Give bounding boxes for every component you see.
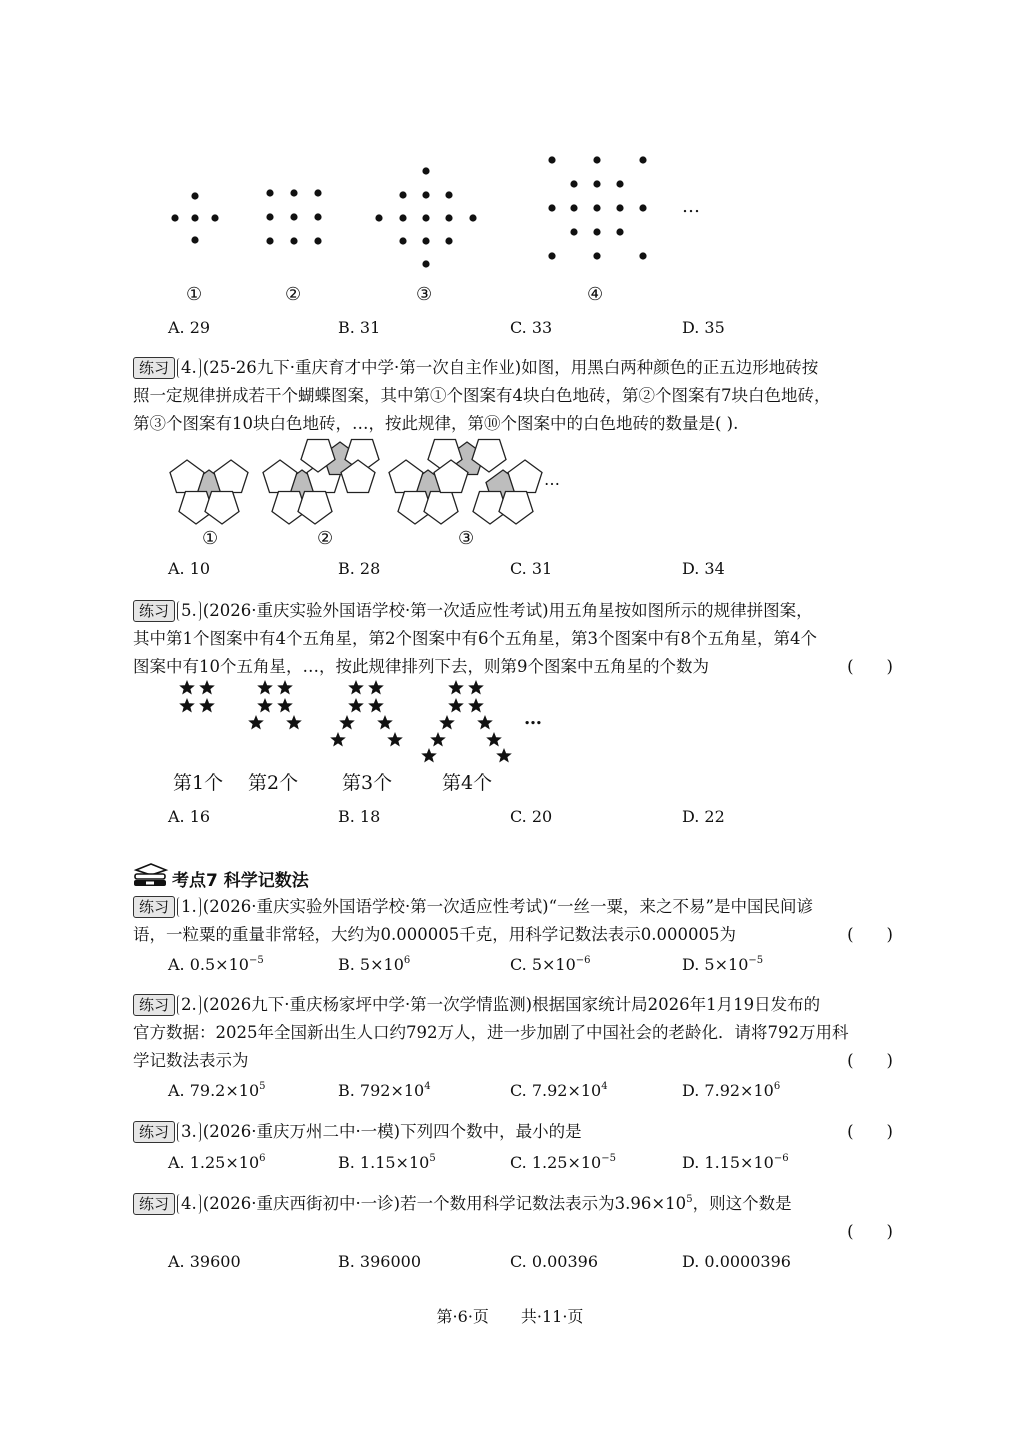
dot bbox=[314, 237, 321, 244]
option-b[interactable]: B. $1.15\times 10^5$ bbox=[338, 1153, 436, 1172]
dot bbox=[422, 167, 429, 174]
option-b[interactable]: B. 28 bbox=[338, 559, 381, 578]
question-number: 4. bbox=[177, 1194, 201, 1214]
star-icon bbox=[248, 715, 264, 730]
option-c[interactable]: C. $5\times 10^{-6}$ bbox=[510, 955, 591, 974]
star-icon bbox=[486, 732, 502, 747]
dot bbox=[616, 228, 623, 235]
option-c[interactable]: C. $7.92\times 10^4$ bbox=[510, 1081, 608, 1100]
dot bbox=[266, 237, 273, 244]
dot bbox=[593, 156, 600, 163]
dot bbox=[570, 204, 577, 211]
option-c[interactable]: C. 20 bbox=[510, 807, 553, 826]
star-icon bbox=[368, 698, 384, 713]
star-icon bbox=[421, 748, 437, 763]
dot bbox=[422, 214, 429, 221]
dot bbox=[422, 191, 429, 198]
dot bbox=[469, 214, 476, 221]
question-text-line-1: (25-26九下·重庆育才中学·第一次自主作业)如图，用黑白两种颜色的正五边形地砖按 bbox=[202, 358, 819, 377]
white-tile bbox=[170, 460, 204, 493]
dot bbox=[616, 204, 623, 211]
fig3-label-1: 第1个 bbox=[173, 772, 224, 794]
question-5-stars bbox=[133, 597, 893, 681]
fig3-label-4: 第4个 bbox=[442, 772, 493, 794]
question-text-line-2: 其中第1个图案中有4个五角星，第2个图案中有6个五角星，第3个图案中有8个五角星，第4个 bbox=[133, 629, 817, 648]
answer-paren: ( ) bbox=[847, 657, 893, 676]
answer-paren: ( ) bbox=[847, 1122, 893, 1141]
dot bbox=[266, 189, 273, 196]
white-tile bbox=[263, 460, 297, 493]
star-pattern-figure bbox=[170, 675, 530, 765]
white-tile bbox=[499, 492, 533, 525]
practice-tag: 练习 bbox=[133, 994, 175, 1016]
star-icon bbox=[448, 698, 464, 713]
option-c[interactable]: C. 0.00396 bbox=[510, 1252, 599, 1271]
question-text-line-3: 图案中有10个五角星，…，按此规律排列下去，则第9个图案中五角星的个数为 bbox=[133, 657, 709, 676]
star-icon bbox=[199, 680, 215, 695]
dot bbox=[548, 252, 555, 259]
s3-options bbox=[168, 1153, 888, 1179]
star-icon bbox=[430, 732, 446, 747]
answer-paren: ( ) bbox=[847, 1051, 893, 1070]
s4-options bbox=[168, 1252, 888, 1278]
option-d[interactable]: D. 35 bbox=[682, 318, 725, 337]
fig1-ellipsis: … bbox=[682, 196, 700, 217]
dot bbox=[593, 228, 600, 235]
answer-paren: ( ) bbox=[847, 925, 893, 944]
white-tile bbox=[214, 460, 248, 493]
question-text-line-1: (2026九下·重庆杨家坪中学·第一次学情监测)根据国家统计局2026年1月19日发布的 bbox=[202, 995, 821, 1014]
star-icon bbox=[330, 732, 346, 747]
question-text-line-3: 第③个图案有10块白色地砖，…，按此规律，第⑩个图案中的白色地砖的数量是( ). bbox=[133, 414, 739, 433]
option-b[interactable]: B. $792\times 10^4$ bbox=[338, 1081, 431, 1100]
dot bbox=[548, 156, 555, 163]
practice-tag: 练习 bbox=[133, 357, 175, 379]
question-text-line-1: (2026·重庆万州二中·一模)下列四个数中，最小的是 bbox=[202, 1122, 582, 1141]
dot bbox=[570, 228, 577, 235]
fig1-label-1: ① bbox=[186, 284, 203, 305]
question-text-line-2: 语，一粒粟的重量非常轻，大约为0.000005千克，用科学记数法表示0.000005为 bbox=[133, 925, 736, 944]
q4-options bbox=[168, 559, 888, 585]
white-tile bbox=[508, 460, 542, 493]
star-icon bbox=[496, 748, 512, 763]
dot bbox=[548, 204, 555, 211]
star-icon bbox=[179, 680, 195, 695]
white-tile bbox=[389, 460, 423, 493]
fig3-label-3: 第3个 bbox=[342, 772, 393, 794]
dot bbox=[445, 214, 452, 221]
dot bbox=[399, 214, 406, 221]
page-footer: 第·6·页 共·11·页 bbox=[436, 1307, 584, 1326]
option-d[interactable]: D. $1.15\times 10^{-6}$ bbox=[682, 1153, 789, 1172]
star-icon bbox=[468, 680, 484, 695]
option-b[interactable]: B. 31 bbox=[338, 318, 381, 337]
question-text-line-3: 学记数法表示为 bbox=[133, 1051, 249, 1070]
dot bbox=[422, 237, 429, 244]
option-b[interactable]: B. 18 bbox=[338, 807, 381, 826]
dot bbox=[191, 236, 198, 243]
fig3-ellipsis: … bbox=[524, 708, 542, 729]
white-tile bbox=[298, 492, 332, 525]
star-icon bbox=[387, 732, 403, 747]
option-b[interactable]: B. 396000 bbox=[338, 1252, 422, 1271]
option-d[interactable]: D. 34 bbox=[682, 559, 725, 578]
star-icon bbox=[199, 698, 215, 713]
dot bbox=[399, 237, 406, 244]
dot bbox=[191, 214, 198, 221]
dot-pattern-figure bbox=[160, 150, 720, 280]
question-text-line-1: (2026·重庆实验外国语学校·第一次适应性考试)“一丝一粟，来之不易”是中国民间谚 bbox=[202, 897, 813, 916]
fig1-label-3: ③ bbox=[416, 284, 433, 305]
dot bbox=[445, 237, 452, 244]
fig3-label-2: 第2个 bbox=[248, 772, 299, 794]
sci-question-1 bbox=[133, 893, 893, 949]
star-icon bbox=[377, 715, 393, 730]
dot bbox=[375, 214, 382, 221]
practice-tag: 练习 bbox=[133, 1121, 175, 1143]
question-text: (2026·重庆西街初中·一诊)若一个数用科学记数法表示为3.96×10 bbox=[202, 1194, 687, 1213]
dot bbox=[266, 213, 273, 220]
option-a[interactable]: A. 10 bbox=[168, 559, 211, 578]
star-icon bbox=[477, 715, 493, 730]
question-number: 4. bbox=[177, 358, 201, 378]
dot bbox=[290, 189, 297, 196]
book-stack-icon bbox=[132, 862, 170, 888]
option-b[interactable]: B. $5\times 10^6$ bbox=[338, 955, 411, 974]
fig2-label-2: ② bbox=[317, 528, 334, 549]
option-a[interactable]: A. 29 bbox=[168, 318, 211, 337]
practice-tag: 练习 bbox=[133, 1193, 175, 1215]
dot bbox=[639, 156, 646, 163]
star-icon bbox=[257, 698, 273, 713]
dot bbox=[211, 214, 218, 221]
dot bbox=[314, 213, 321, 220]
dot bbox=[593, 204, 600, 211]
section-title: 考点7 科学记数法 bbox=[172, 871, 309, 891]
option-c[interactable]: C. 33 bbox=[510, 318, 553, 337]
dot bbox=[191, 192, 198, 199]
question-text-line-1: (2026·重庆实验外国语学校·第一次适应性考试)用五角星按如图所示的规律拼图案， bbox=[202, 601, 813, 620]
option-a[interactable]: A. $79.2\times 10^5$ bbox=[168, 1081, 266, 1100]
dot bbox=[593, 252, 600, 259]
option-c[interactable]: C. 31 bbox=[510, 559, 553, 578]
option-d[interactable]: D. $7.92\times 10^6$ bbox=[682, 1081, 781, 1100]
answer-paren: ( ) bbox=[847, 1222, 893, 1241]
question-number: 2. bbox=[177, 995, 201, 1015]
star-icon bbox=[348, 680, 364, 695]
question-text-line-2: 照一定规律拼成若干个蝴蝶图案，其中第①个图案有4块白色地砖，第②个图案有7块白色地砖， bbox=[133, 386, 831, 405]
option-a[interactable]: A. $0.5\times 10^{-5}$ bbox=[168, 955, 264, 974]
star-icon bbox=[257, 680, 273, 695]
question-text-end: ，则这个数是 bbox=[692, 1194, 792, 1213]
option-a[interactable]: A. 16 bbox=[168, 807, 211, 826]
star-icon bbox=[277, 698, 293, 713]
star-icon bbox=[339, 715, 355, 730]
dot bbox=[171, 214, 178, 221]
option-a[interactable]: A. $1.25\times 10^6$ bbox=[168, 1153, 266, 1172]
question-number: 1. bbox=[177, 897, 201, 917]
dot bbox=[422, 260, 429, 267]
fig2-label-1: ① bbox=[202, 528, 219, 549]
fig2-label-3: ③ bbox=[458, 528, 475, 549]
pentagon-butterfly-figure bbox=[160, 430, 560, 530]
dot bbox=[290, 213, 297, 220]
question-number: 3. bbox=[177, 1122, 201, 1142]
dot bbox=[445, 191, 452, 198]
dot bbox=[639, 252, 646, 259]
star-icon bbox=[468, 698, 484, 713]
option-d[interactable]: D. $5\times 10^{-5}$ bbox=[682, 955, 764, 974]
star-icon bbox=[439, 715, 455, 730]
fig1-label-4: ④ bbox=[587, 284, 604, 305]
exponent: 5 bbox=[686, 1194, 693, 1205]
option-c[interactable]: C. $1.25\times 10^{-5}$ bbox=[510, 1153, 616, 1172]
option-d[interactable]: D. 0.0000396 bbox=[682, 1252, 791, 1271]
star-icon bbox=[448, 680, 464, 695]
fig1-label-2: ② bbox=[285, 284, 302, 305]
sci-question-4 bbox=[133, 1190, 893, 1246]
dot bbox=[399, 191, 406, 198]
dot bbox=[616, 180, 623, 187]
white-tile bbox=[205, 492, 239, 525]
q5-options bbox=[168, 807, 888, 833]
question-number: 5. bbox=[177, 601, 201, 621]
star-icon bbox=[368, 680, 384, 695]
dot bbox=[290, 237, 297, 244]
dot bbox=[570, 180, 577, 187]
practice-tag: 练习 bbox=[133, 600, 175, 622]
star-icon bbox=[348, 698, 364, 713]
s1-options bbox=[168, 955, 888, 981]
s2-options bbox=[168, 1081, 888, 1107]
star-icon bbox=[277, 680, 293, 695]
question-text-line-2: 官方数据：2025年全国新出生人口约792万人，进一步加剧了中国社会的老龄化．请将792万用科 bbox=[133, 1023, 849, 1042]
fig1-options bbox=[168, 318, 888, 344]
option-d[interactable]: D. 22 bbox=[682, 807, 725, 826]
dot bbox=[639, 204, 646, 211]
white-tile bbox=[424, 492, 458, 525]
star-icon bbox=[179, 698, 195, 713]
star-icon bbox=[286, 715, 302, 730]
question-4-pentagon bbox=[133, 354, 893, 438]
dot bbox=[593, 180, 600, 187]
sci-question-2 bbox=[133, 991, 893, 1075]
practice-tag: 练习 bbox=[133, 896, 175, 918]
fig2-ellipsis: … bbox=[544, 470, 560, 489]
sci-question-3 bbox=[133, 1118, 893, 1146]
option-a[interactable]: A. 39600 bbox=[168, 1252, 241, 1271]
dot bbox=[314, 189, 321, 196]
